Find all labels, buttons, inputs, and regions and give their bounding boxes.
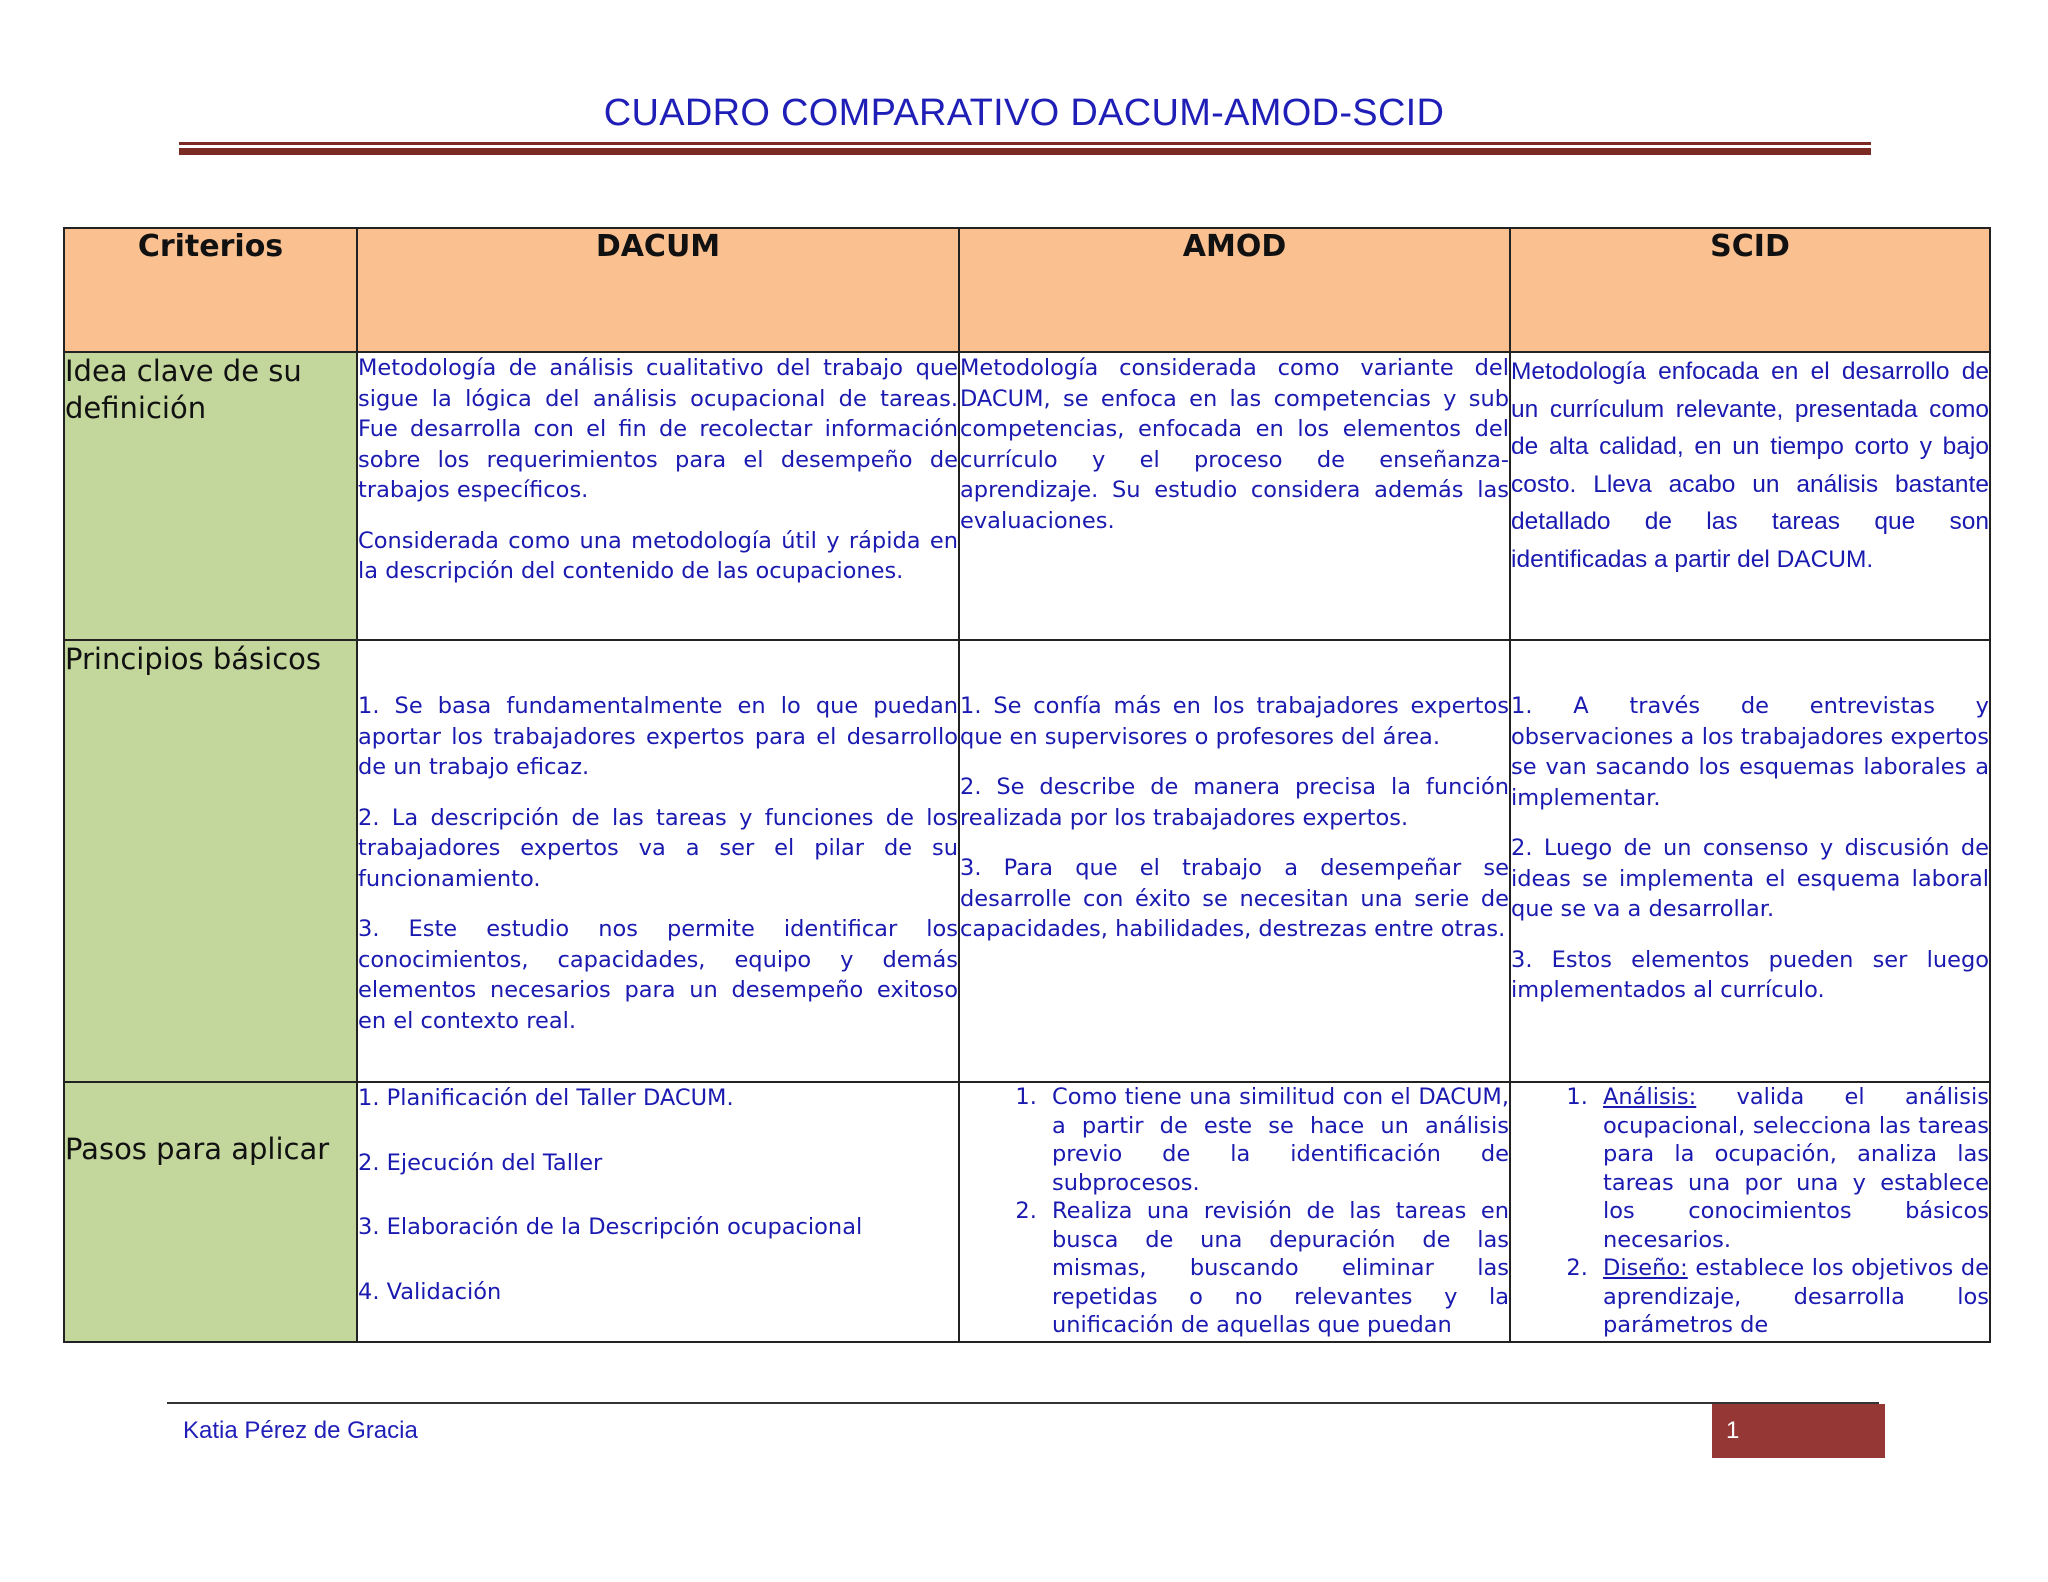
page-number-box (1712, 1404, 1885, 1458)
cell-clip (1515, 1083, 1989, 1339)
title-rule-thick (179, 148, 1871, 155)
header-scid: SCID (1510, 228, 1990, 352)
criterion-principios: Principios básicos (64, 640, 357, 1082)
cell-clip (358, 1083, 958, 1339)
page-number: 1 (1726, 1417, 1740, 1444)
comparison-table (63, 227, 1991, 1343)
cell-definicion-scid (1510, 352, 1990, 640)
step-label: Análisis: (1603, 1084, 1697, 1110)
list-item (1595, 1083, 1989, 1254)
cell-paragraph: 4. Validación (358, 1278, 502, 1305)
document-title: CUADRO COMPARATIVO DACUM-AMOD-SCID (603, 92, 1445, 134)
cell-clip (964, 1083, 1509, 1339)
scid-steps-list (1515, 1083, 1989, 1339)
cell-paragraph: 1. Se confía más en los trabajadores expertos que en supervisores o profesores del área. (960, 693, 1509, 750)
cell-paragraph: Considerada como una metodología útil y rápida en la descripción del contenido de las ocupaciones. (358, 527, 958, 584)
list-item: 2. Realiza una revisión de las tareas en busca de una depuración de las mismas, buscando eliminar las repetidas o no relevantes y la unificación de aquellas que puedan (1044, 1197, 1509, 1339)
cell-pasos-dacum (357, 1082, 959, 1342)
cell-definicion-dacum (357, 352, 959, 640)
header-row (64, 228, 1990, 352)
cell-paragraph: 1. Se basa fundamentalmente en lo que puedan aportar los trabajadores expertos para el desarrollo de un trabajo eficaz. (358, 693, 958, 780)
cell-paragraph: Metodología enfocada en el desarrollo de un currículum relevante, presentada como de alta calidad, en un tiempo corto y bajo costo. Lleva acabo un análisis bastante detallado de las tareas que son identificadas a partir del DACUM. (1511, 358, 1989, 573)
cell-pasos-scid (1510, 1082, 1990, 1342)
cell-paragraph: 2. Se describe de manera precisa la función realizada por los trabajadores expertos. (960, 774, 1509, 831)
cell-paragraph: Metodología considerada como variante del DACUM, se enfoca en las competencias y sub competencias, enfocada en los elementos del currículo y el proceso de enseñanza-aprendizaje. Su estudio considera además las evaluaciones. (960, 355, 1509, 534)
cell-pasos-amod (959, 1082, 1510, 1342)
row-pasos (64, 1082, 1990, 1342)
footer-rule (167, 1402, 1879, 1404)
cell-paragraph: Metodología de análisis cualitativo del trabajo que sigue la lógica del análisis ocupacional de tareas. Fue desarrolla con el fin de recolectar información sobre los requerimientos para el desempeño de trabajos específicos. (358, 355, 958, 503)
step-text: valida el análisis ocupacional, selecciona las tareas para la ocupación, analiza las tareas una por una y establece los conocimientos básicos necesarios. (1603, 1084, 1989, 1253)
step-text: establece los objetivos de aprendizaje, desarrolla los parámetros de (1603, 1255, 1989, 1338)
cell-paragraph: 1. Planificación del Taller DACUM. (358, 1085, 734, 1111)
cell-paragraph: 3. Estos elementos pueden ser luego implementados al currículo. (1511, 946, 1989, 1003)
amod-steps-list (964, 1083, 1509, 1339)
cell-paragraph: 1. A través de entrevistas y observaciones a los trabajadores expertos se van sacando los esquemas laborales a implementar. (1511, 693, 1989, 811)
cell-paragraph: 3. Elaboración de la Descripción ocupacional (358, 1214, 863, 1240)
header-amod: AMOD (959, 228, 1510, 352)
footer-author: Katia Pérez de Gracia (183, 1417, 418, 1444)
cell-paragraph: 3. Para que el trabajo a desempeñar se desarrolle con éxito se necesitan una serie de capacidades, habilidades, destrezas entre otras. (960, 855, 1509, 942)
cell-paragraph: 3. Este estudio nos permite identificar los conocimientos, capacidades, equipo y demás elementos necesarios para un desempeño exitoso en el contexto real. (358, 916, 958, 1034)
step-label: Diseño: (1603, 1255, 1688, 1281)
list-item: 1. Como tiene una similitud con el DACUM, a partir de este se hace un análisis previo de la identificación de subprocesos. (1044, 1083, 1509, 1197)
list-item (1595, 1254, 1989, 1339)
row-definicion (64, 352, 1990, 640)
title-rule-thin (179, 142, 1871, 145)
cell-paragraph: 2. La descripción de las tareas y funciones de los trabajadores expertos va a ser el pilar de su funcionamiento. (358, 804, 958, 892)
criterion-definicion: Idea clave de su definición (64, 352, 357, 640)
cell-paragraph: 2. Luego de un consenso y discusión de ideas se implementa el esquema laboral que se va a desarrollar. (1511, 835, 1989, 922)
cell-principios-scid (1510, 640, 1990, 1082)
header-criterios: Criterios (64, 228, 357, 352)
cell-principios-dacum (357, 640, 959, 1082)
cell-principios-amod (959, 640, 1510, 1082)
cell-definicion-amod (959, 352, 1510, 640)
cell-paragraph: 2. Ejecución del Taller (358, 1149, 603, 1176)
criterion-pasos: Pasos para aplicar (64, 1082, 357, 1342)
row-principios (64, 640, 1990, 1082)
header-dacum: DACUM (357, 228, 959, 352)
